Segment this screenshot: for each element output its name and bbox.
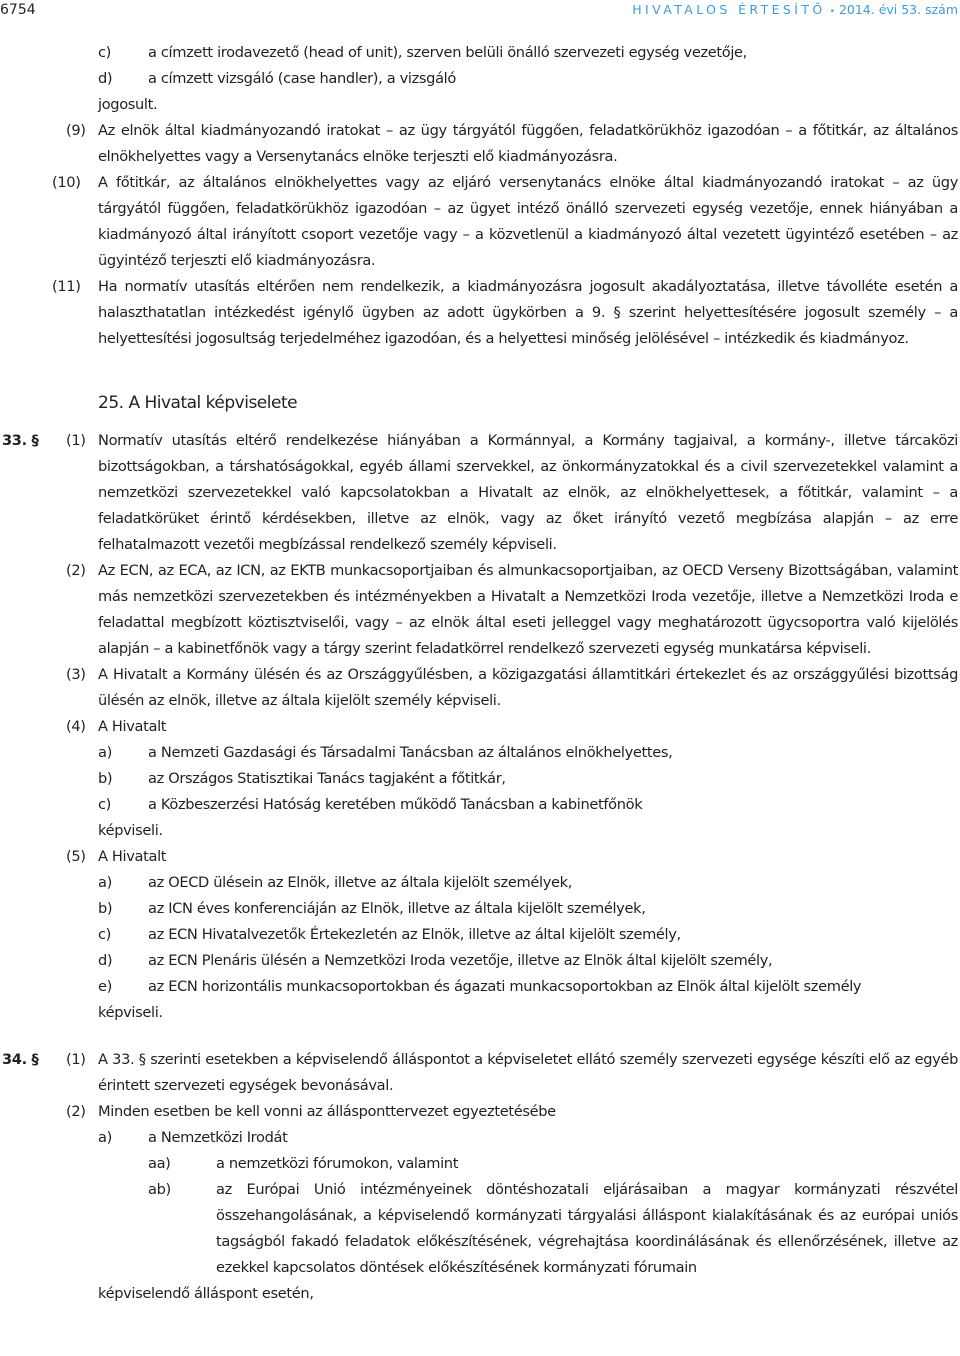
item-label: aa): [148, 1155, 171, 1172]
item-text: az Európai Unió intézményeinek döntéshozatali eljárásaiban a magyar kormányzati részvétel összehangolásának, a képviselendő kormányzati tárgyalási álláspont kialakításának és az európai uniós tagságból fakadó feladatok előkészítésének, végrehajtása koordinálásának és ellenőrzésének, illetve az ezekkel kapcsolatos döntések előkészítésének kormányzati fórumain: [216, 1181, 958, 1276]
paragraph-text: Az elnök által kiadmányozandó iratokat – az ügy tárgyától függően, feladatkörükhöz igazodóan – a főtitkár, az általános elnökhelyettes vagy a Versenytanács elnöke terjeszti elő kiadmányozásra.: [98, 122, 958, 165]
list-item: [0, 766, 960, 792]
paragraph-number: (1): [66, 432, 86, 449]
paragraph-intro: Minden esetben be kell vonni az állásponttervezet egyeztetésébe: [98, 1103, 556, 1120]
list-closing: [0, 1281, 960, 1307]
paragraph-text: A Hivatalt a Kormány ülésén és az Országgyűlésben, a közigazgatási államtitkári értekezlet és az országgyűlési bizottság ülésén az elnök, illetve az általa kijelölt személy képviseli.: [98, 666, 958, 709]
paragraph-text: Ha normatív utasítás eltérően nem rendelkezik, a kiadmányozásra jogosult akadályoztatása, illetve távolléte esetén a halaszthatatlan intézkedést igénylő ügyben az adott ügykörben a 9. § szerint helyettesítésére jogosult személy – a helyettesítési jogosultság terjedelméhez igazodóan, és a helyettesi minőség jelölésével – intézkedik és kiadmányoz.: [98, 278, 958, 347]
paragraph-number: (9): [66, 122, 86, 139]
paragraph-text: Az ECN, az ECA, az ICN, az EKTB munkacsoportjaiban és almunkacsoportjaiban, az OECD Verseny Bizottságában, valamint más nemzetközi szervezetekben és intézményekben a Hivatalt a Nemzetközi Iroda vezetője, illetve a Nemzetközi Iroda e feladattal megbízott köztisztviselői, vagy – az elnök által eseti jelleggel vagy meghatározott ügycsoportra való kijelölés alapján – a kabinetfőnök vagy a tárgy szerint feladatkörrel rendelkező szervezeti egység munkatársa képviseli.: [98, 562, 958, 657]
item-label: e): [98, 978, 112, 995]
list-closing: [0, 818, 960, 844]
paragraph-number: (2): [66, 1103, 86, 1120]
item-text: az ECN Plenáris ülésén a Nemzetközi Iroda vezetője, illetve az Elnök által kijelölt személy,: [148, 952, 773, 969]
section-34-p1: [0, 1047, 960, 1099]
list-item-c: [0, 40, 960, 66]
issue-label: 2014. évi 53. szám: [838, 2, 958, 17]
list-item: [0, 974, 960, 1000]
paragraph-number: (2): [66, 562, 86, 579]
item-text: a címzett irodavezető (head of unit), szerven belüli önálló szervezeti egység vezetője,: [148, 44, 747, 61]
section-33-p3: [0, 662, 960, 714]
section-33-p1: [0, 428, 960, 558]
paragraph-number: (5): [66, 848, 86, 865]
list-item: [0, 948, 960, 974]
list-item-a: [0, 1125, 960, 1151]
paragraph-text: A főtitkár, az általános elnökhelyettes vagy az eljáró versenytanács elnöke által kiadmányozandó iratokat – az ügy tárgyától függően, feladatkörükhöz igazodóan – az ügyet intéző önálló szervezeti egység vezetője, ennek hiányában a kiadmányozó által irányított csoport vezetője vagy – a közvetlenül a kiadmányozó által vezetett ügyintéző esetében – az ügyintéző terjeszti elő kiadmányozásra.: [98, 174, 958, 269]
item-label: d): [98, 70, 113, 87]
page-number: 6754: [0, 2, 36, 18]
item-label: a): [98, 874, 112, 891]
item-text: az ECN horizontális munkacsoportokban és ágazati munkacsoportokban az Elnök által kijelölt személy: [148, 978, 862, 995]
journal-header: [632, 0, 958, 22]
section-33-p4: [0, 714, 960, 740]
journal-title: HIVATALOS ÉRTESÍTŐ: [632, 2, 826, 17]
list-item: [0, 870, 960, 896]
item-text: az ECN Hivatalvezetők Értekezletén az Elnök, illetve az által kijelölt személy,: [148, 926, 681, 943]
item-text: az OECD ülésein az Elnök, illetve az általa kijelölt személyek,: [148, 874, 572, 891]
list-closing: [0, 92, 960, 118]
item-label: ab): [148, 1181, 171, 1198]
item-label: c): [98, 796, 112, 813]
list-closing: [0, 1000, 960, 1026]
document-body: [0, 40, 960, 1307]
paragraph-10: [0, 170, 960, 274]
list-item: [0, 740, 960, 766]
running-header: [0, 0, 960, 20]
item-label: c): [98, 44, 112, 61]
list-item-ab: [0, 1177, 960, 1281]
item-text: a címzett vizsgáló (case handler), a vizsgáló: [148, 70, 456, 87]
section-label: 33. §: [2, 432, 39, 449]
section-33-p2: [0, 558, 960, 662]
item-text: az ICN éves konferenciáján az Elnök, illetve az általa kijelölt személyek,: [148, 900, 646, 917]
item-label: a): [98, 744, 112, 761]
paragraph-intro: A Hivatalt: [98, 718, 167, 735]
header-separator: •: [829, 7, 835, 17]
section-label: 34. §: [2, 1051, 39, 1068]
item-text: a Közbeszerzési Hatóság keretében működő Tanácsban a kabinetfőnök: [148, 796, 643, 813]
section-title: 25. A Hivatal képviselete: [98, 393, 298, 413]
closing-text: képviseli.: [98, 822, 163, 839]
list-item-aa: [0, 1151, 960, 1177]
closing-text: képviseli.: [98, 1004, 163, 1021]
paragraph-number: (11): [52, 278, 81, 295]
section-33-p5: [0, 844, 960, 870]
item-text: a Nemzetközi Irodát: [148, 1129, 288, 1146]
section-34-p2: [0, 1099, 960, 1125]
paragraph-intro: A Hivatalt: [98, 848, 167, 865]
paragraph-number: (3): [66, 666, 86, 683]
item-label: d): [98, 952, 113, 969]
list-item-d: [0, 66, 960, 92]
closing-text: jogosult.: [98, 96, 158, 113]
paragraph-text: Normatív utasítás eltérő rendelkezése hiányában a Kormánnyal, a Kormány tagjaival, a kormány-, illetve tárcaközi bizottságokban, a társhatóságokkal, egyéb állami szervekkel, az önkormányzatokkal és a civil szervezetekkel valamint a nemzetközi szervezetekkel való kapcsolatokban a Hivatalt az elnök, az elnökhelyettesek, a főtitkár, valamint – a feladatkörüket érintő kérdésekben, illetve az elnök, vagy az őket irányító vezető megbízása alapján – az erre felhatalmazott vezetői megbízással rendelkező személy képviseli.: [98, 432, 958, 553]
list-item: [0, 792, 960, 818]
item-text: a nemzetközi fórumokon, valamint: [216, 1155, 459, 1172]
paragraph-number: (1): [66, 1051, 86, 1068]
item-label: b): [98, 900, 113, 917]
paragraph-text: A 33. § szerinti esetekben a képviselendő álláspontot a képviseletet ellátó személy szervezeti egysége készíti elő az egyéb érintett szervezeti egységek bevonásával.: [98, 1051, 958, 1094]
paragraph-number: (10): [52, 174, 81, 191]
paragraph-number: (4): [66, 718, 86, 735]
item-label: a): [98, 1129, 112, 1146]
item-text: az Országos Statisztikai Tanács tagjaként a főtitkár,: [148, 770, 506, 787]
section-gap: [0, 1026, 960, 1047]
paragraph-9: [0, 118, 960, 170]
item-text: a Nemzeti Gazdasági és Társadalmi Tanácsban az általános elnökhelyettes,: [148, 744, 673, 761]
closing-text: képviselendő álláspont esetén,: [98, 1285, 314, 1302]
section-heading-row: [0, 352, 960, 428]
item-label: b): [98, 770, 113, 787]
list-item: [0, 896, 960, 922]
paragraph-11: [0, 274, 960, 352]
item-label: c): [98, 926, 112, 943]
list-item: [0, 922, 960, 948]
